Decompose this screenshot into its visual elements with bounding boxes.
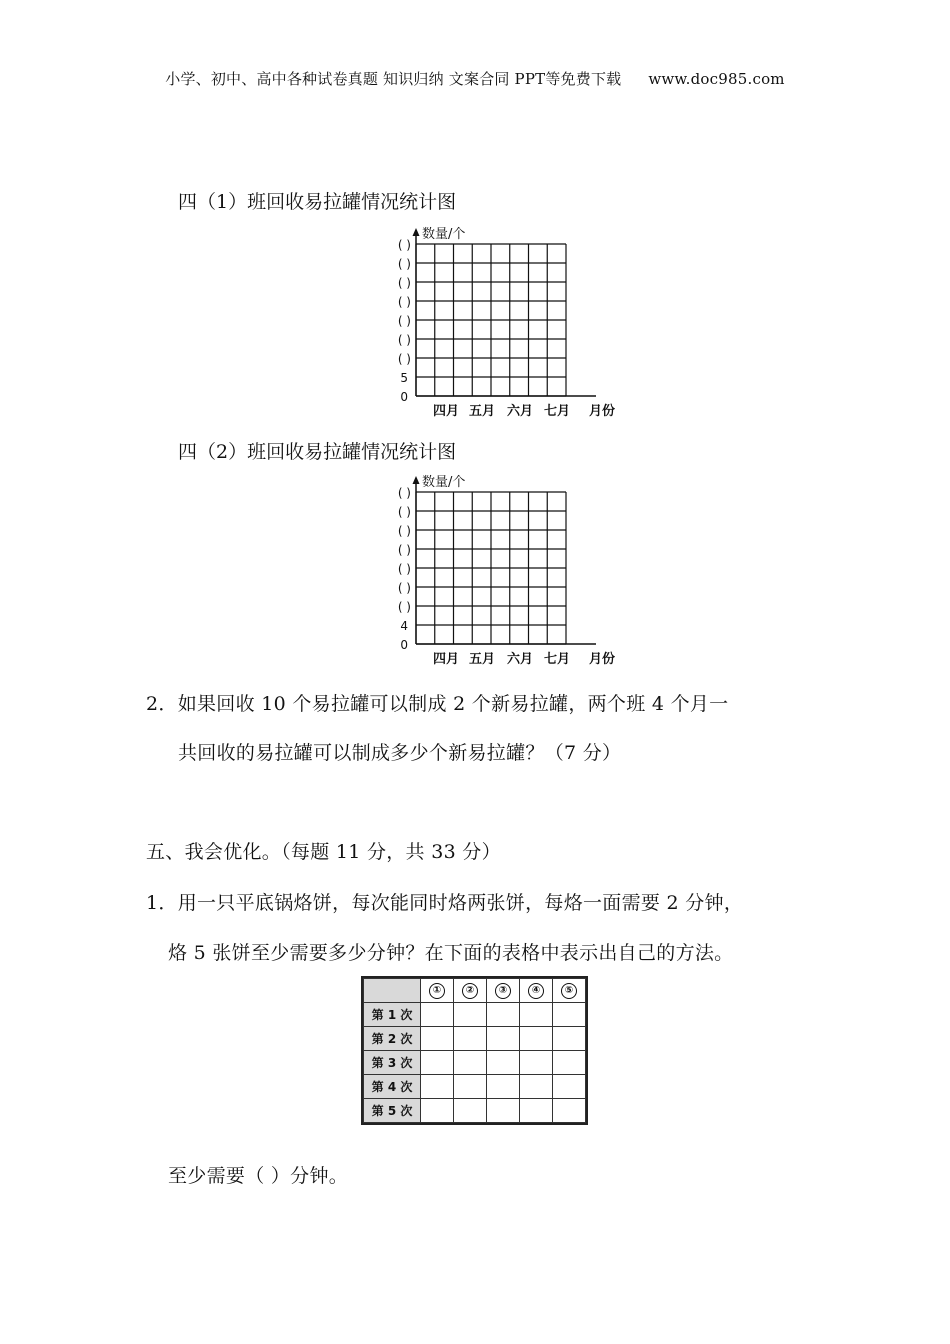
table-cell[interactable] xyxy=(553,1075,586,1099)
table-cell[interactable] xyxy=(487,1027,520,1051)
row-label: 第 3 次 xyxy=(364,1051,421,1075)
chart-2-xtick-label: 四月 xyxy=(432,652,460,667)
table-corner xyxy=(364,979,421,1003)
s5-q1-line-1: 1．用一只平底锅烙饼，每次能同时烙两张饼，每烙一面需要 2 分钟， xyxy=(146,892,744,914)
table-cell[interactable] xyxy=(421,1027,454,1051)
chart-1-xtick-label: 五月 xyxy=(468,404,496,419)
table-cell[interactable] xyxy=(553,1003,586,1027)
table-row xyxy=(364,1099,586,1123)
pancake-table-frame xyxy=(361,976,588,1125)
chart-2-y-arrow xyxy=(413,476,420,484)
chart-2-ytick-blank: ( ) xyxy=(397,505,411,519)
table-cell[interactable] xyxy=(421,1099,454,1123)
chart-1-xtick-label: 四月 xyxy=(432,404,460,419)
chart-2-xtick-label: 五月 xyxy=(468,652,496,667)
chart-1-ytick-blank: ( ) xyxy=(397,333,411,347)
chart-2-ytick-blank: ( ) xyxy=(397,600,411,614)
chart-2-ytick-blank: ( ) xyxy=(397,486,411,500)
chart-2-y-label: 数量/个 xyxy=(422,475,466,490)
chart-2-ytick-blank: ( ) xyxy=(397,562,411,576)
table-cell[interactable] xyxy=(454,1099,487,1123)
q2-line-2: 共回收的易拉罐可以制成多少个新易拉罐？（7 分） xyxy=(178,742,622,764)
chart-2-ytick-base: 4 xyxy=(400,619,408,633)
table-row xyxy=(364,1027,586,1051)
chart-2-ytick-blank: ( ) xyxy=(397,543,411,557)
chart-2-xtick-label: 六月 xyxy=(506,652,534,667)
chart-2-origin-label: 0 xyxy=(400,638,408,652)
chart-1-ytick-blank: ( ) xyxy=(397,238,411,252)
chart-1-ytick-blank: ( ) xyxy=(397,352,411,366)
row-label: 第 4 次 xyxy=(364,1075,421,1099)
chart-1-ytick-blank: ( ) xyxy=(397,295,411,309)
pancake-table xyxy=(363,978,586,1123)
table-row xyxy=(364,1075,586,1099)
table-cell[interactable] xyxy=(421,1075,454,1099)
table-header-row xyxy=(364,979,586,1003)
table-cell[interactable] xyxy=(454,1003,487,1027)
table-cell[interactable] xyxy=(487,1003,520,1027)
chart-2 xyxy=(360,468,650,668)
table-cell[interactable] xyxy=(553,1051,586,1075)
header-text: 小学、初中、高中各种试卷真题 知识归纳 文案合同 PPT等免费下载 xyxy=(165,70,622,88)
section-5-title: 五、我会优化。（每题 11 分，共 33 分） xyxy=(146,841,501,863)
table-cell[interactable] xyxy=(421,1051,454,1075)
table-cell[interactable] xyxy=(487,1099,520,1123)
chart-2-title: 四（2）班回收易拉罐情况统计图 xyxy=(178,441,457,463)
row-label: 第 1 次 xyxy=(364,1003,421,1027)
table-cell[interactable] xyxy=(421,1003,454,1027)
table-cell[interactable] xyxy=(553,1099,586,1123)
s5-q1-line-2: 烙 5 张饼至少需要多少分钟？在下面的表格中表示出自己的方法。 xyxy=(168,942,734,964)
row-label: 第 2 次 xyxy=(364,1027,421,1051)
table-cell[interactable] xyxy=(454,1027,487,1051)
table-cell[interactable] xyxy=(520,1075,553,1099)
chart-2-ytick-blank: ( ) xyxy=(397,581,411,595)
table-cell[interactable] xyxy=(487,1075,520,1099)
table-col-1: ① xyxy=(421,979,454,1003)
chart-1-ytick-blank: ( ) xyxy=(397,257,411,271)
chart-2-xtick-label: 七月 xyxy=(543,652,571,667)
chart-1-ytick-base: 5 xyxy=(400,371,408,385)
chart-1-title: 四（1）班回收易拉罐情况统计图 xyxy=(178,191,457,213)
header-site: www.doc985.com xyxy=(648,70,785,88)
table-col-2: ② xyxy=(454,979,487,1003)
row-label: 第 5 次 xyxy=(364,1099,421,1123)
table-cell[interactable] xyxy=(520,1099,553,1123)
page-header xyxy=(0,68,950,89)
chart-1-y-label: 数量/个 xyxy=(422,227,466,242)
chart-1 xyxy=(360,220,650,420)
table-col-3: ③ xyxy=(487,979,520,1003)
table-cell[interactable] xyxy=(487,1051,520,1075)
table-col-4: ④ xyxy=(520,979,553,1003)
answer-line: 至少需要（ ）分钟。 xyxy=(168,1165,349,1187)
chart-1-xtick-label: 六月 xyxy=(506,404,534,419)
table-cell[interactable] xyxy=(454,1075,487,1099)
chart-1-ytick-blank: ( ) xyxy=(397,314,411,328)
chart-1-ytick-blank: ( ) xyxy=(397,276,411,290)
table-cell[interactable] xyxy=(454,1051,487,1075)
q2-line-1: 2．如果回收 10 个易拉罐可以制成 2 个新易拉罐，两个班 4 个月一 xyxy=(146,693,729,715)
table-cell[interactable] xyxy=(553,1027,586,1051)
table-cell[interactable] xyxy=(520,1027,553,1051)
table-row xyxy=(364,1051,586,1075)
table-col-5: ⑤ xyxy=(553,979,586,1003)
chart-2-ytick-blank: ( ) xyxy=(397,524,411,538)
table-cell[interactable] xyxy=(520,1051,553,1075)
chart-1-x-label: 月份 xyxy=(588,404,616,419)
chart-1-xtick-label: 七月 xyxy=(543,404,571,419)
table-cell[interactable] xyxy=(520,1003,553,1027)
chart-1-origin-label: 0 xyxy=(400,390,408,404)
table-row xyxy=(364,1003,586,1027)
chart-2-x-label: 月份 xyxy=(588,652,616,667)
chart-1-y-arrow xyxy=(413,228,420,236)
